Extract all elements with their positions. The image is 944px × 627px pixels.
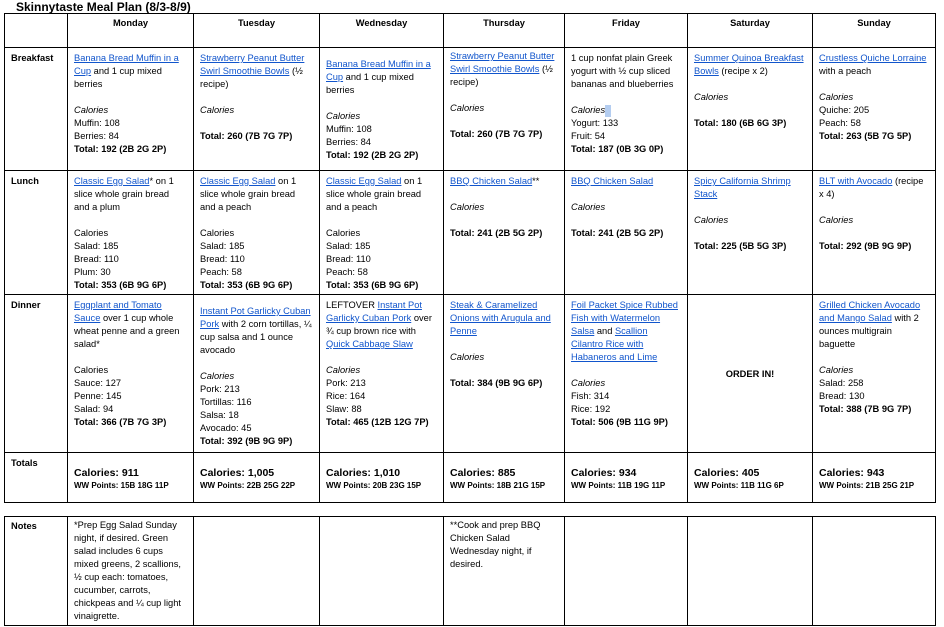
recipe-link[interactable]: Classic Egg Salad xyxy=(326,176,402,186)
meal-total: Total: 241 (2B 5G 2P) xyxy=(450,228,543,238)
row-label-totals: Totals xyxy=(5,453,68,503)
notes-tuesday xyxy=(194,517,320,626)
day-header-wednesday: Wednesday xyxy=(320,14,444,48)
totals-thursday xyxy=(444,453,565,503)
row-label-dinner: Dinner xyxy=(5,295,68,453)
dinner-monday: Eggplant and Tomato Sauce over 1 cup whole wheat penne and a green salad* Calories Sauce: 127 Penne: 145 Salad: 94 Total: 366 (7B 7G 3P) xyxy=(68,295,194,453)
calories-label: Calories xyxy=(200,228,235,238)
breakfast-friday: 1 cup nonfat plain Greek yogurt with ½ cup sliced bananas and blueberries Calories Yogurt: 133 Fruit: 54 Total: 187 (0B 3G 0P) xyxy=(565,48,688,171)
day-header-thursday: Thursday xyxy=(444,14,565,48)
day-header-sunday: Sunday xyxy=(813,14,936,48)
ww-points: WW Points: 11B 11G 6P xyxy=(694,481,784,490)
recipe-link[interactable]: BBQ Chicken Salad xyxy=(571,176,654,186)
breakfast-thursday: Strawberry Peanut Butter Swirl Smoothie Bowls (½ recipe) Calories Total: 260 (7B 7G 7P) xyxy=(444,48,565,171)
ww-points: WW Points: 18B 21G 15P xyxy=(450,481,546,490)
lunch-sunday: BLT with Avocado (recipe x 4) Calories Total: 292 (9B 9G 9P) xyxy=(813,171,936,295)
calories-label: Calories xyxy=(571,104,681,117)
meal-total: Total: 353 (6B 9G 6P) xyxy=(200,280,293,290)
dinner-friday: Foil Packet Spice Rubbed Fish with Watermelon Salsa and Scallion Cilantro Rice with Habaneros and Lime Calories Fish: 314 Rice: 192 Total: 506 (9B 11G 9P) xyxy=(565,295,688,453)
meal-total: Total: 384 (9B 9G 6P) xyxy=(450,378,543,388)
meal-total: Total: 263 (5B 7G 5P) xyxy=(819,131,912,141)
breakfast-tuesday: Strawberry Peanut Butter Swirl Smoothie Bowls (½ recipe) Calories Total: 260 (7B 7G 7P) xyxy=(194,48,320,171)
ww-points: WW Points: 22B 25G 22P xyxy=(200,481,296,490)
meal-total: Total: 225 (5B 5G 3P) xyxy=(694,241,787,251)
notes-table xyxy=(4,516,936,626)
dinner-row xyxy=(5,295,936,453)
recipe-link[interactable]: Grilled Chicken Avocado and Mango Salad xyxy=(819,300,921,323)
meal-total: Total: 292 (9B 9G 9P) xyxy=(819,241,912,251)
recipe-link[interactable]: BBQ Chicken Salad xyxy=(450,176,533,186)
calories-label: Calories xyxy=(819,365,854,375)
meal-total: Total: 506 (9B 11G 9P) xyxy=(571,417,668,427)
dinner-tuesday: Instant Pot Garlicky Cuban Pork with 2 corn tortillas, ¼ cup salsa and 1 ounce avocado Calories Pork: 213 Tortillas: 116 Salsa: 18 Avocado: 45 Total: 392 (9B 9G 9P) xyxy=(194,295,320,453)
meal-total: Total: 241 (2B 5G 2P) xyxy=(571,228,664,238)
day-header-saturday: Saturday xyxy=(688,14,813,48)
recipe-link-2[interactable]: Quick Cabbage Slaw xyxy=(326,339,413,349)
meal-total: Total: 187 (0B 3G 0P) xyxy=(571,144,664,154)
meal-total: Total: 353 (6B 9G 6P) xyxy=(74,280,167,290)
calories-label: Calories xyxy=(326,228,361,238)
dinner-saturday-order-in: ORDER IN! xyxy=(688,295,813,453)
calories-label: Calories xyxy=(694,215,729,225)
recipe-link[interactable]: Eggplant and Tomato Sauce xyxy=(74,300,162,323)
calories-label: Calories xyxy=(74,105,109,115)
daily-calories: Calories: 1,010 xyxy=(326,467,401,479)
meal-total: Total: 180 (6B 6G 3P) xyxy=(694,118,787,128)
recipe-link[interactable]: Spicy California Shrimp Stack xyxy=(694,176,791,199)
totals-saturday xyxy=(688,453,813,503)
notes-friday xyxy=(565,517,688,626)
day-header-tuesday: Tuesday xyxy=(194,14,320,48)
lunch-tuesday: Classic Egg Salad on 1 slice whole grain bread and a peach Calories Salad: 185 Bread: 110 Peach: 58 Total: 353 (6B 9G 6P) xyxy=(194,171,320,295)
meal-total: Total: 366 (7B 7G 3P) xyxy=(74,417,167,427)
breakfast-wednesday: Banana Bread Muffin in a Cup and 1 cup mixed berries Calories Muffin: 108 Berries: 84 Total: 192 (2B 2G 2P) xyxy=(320,48,444,171)
notes-row xyxy=(5,517,936,626)
meal-total: Total: 353 (6B 9G 6P) xyxy=(326,280,419,290)
lunch-thursday: BBQ Chicken Salad** Calories Total: 241 (2B 5G 2P) xyxy=(444,171,565,295)
recipe-link[interactable]: Foil Packet Spice Rubbed Fish with Watermelon Salsa xyxy=(571,300,678,336)
meal-total: Total: 260 (7B 7G 7P) xyxy=(450,129,543,139)
breakfast-saturday: Summer Quinoa Breakfast Bowls (recipe x 2) Calories Total: 180 (6B 6G 3P) xyxy=(688,48,813,171)
notes-thursday: **Cook and prep BBQ Chicken Salad Wednesday night, if desired. xyxy=(444,517,565,626)
totals-row xyxy=(5,453,936,503)
day-header-friday: Friday xyxy=(565,14,688,48)
ww-points: WW Points: 15B 18G 11P xyxy=(74,481,169,490)
daily-calories: Calories: 885 xyxy=(450,467,516,479)
calories-label: Calories xyxy=(200,371,235,381)
calories-label: Calories xyxy=(450,103,485,113)
meal-total: Total: 192 (2B 2G 2P) xyxy=(74,144,167,154)
calories-label: Calories xyxy=(326,365,361,375)
recipe-link-2[interactable]: Scallion Cilantro Rice with Habaneros and Lime xyxy=(571,326,658,362)
row-label-breakfast: Breakfast xyxy=(5,48,68,171)
daily-calories: Calories: 943 xyxy=(819,467,885,479)
meal-total: Total: 388 (7B 9G 7P) xyxy=(819,404,912,414)
calories-label: Calories xyxy=(571,202,606,212)
ww-points: WW Points: 20B 23G 15P xyxy=(326,481,422,490)
calories-label: Calories xyxy=(819,92,854,102)
text-selection xyxy=(605,105,611,117)
notes-wednesday xyxy=(320,517,444,626)
totals-friday xyxy=(565,453,688,503)
calories-label: Calories xyxy=(450,352,485,362)
totals-tuesday xyxy=(194,453,320,503)
daily-calories: Calories: 911 xyxy=(74,467,139,479)
notes-sunday xyxy=(813,517,936,626)
breakfast-monday: Banana Bread Muffin in a Cup and 1 cup mixed berries Calories Muffin: 108 Berries: 84 Total: 192 (2B 2G 2P) xyxy=(68,48,194,171)
calories-label: Calories xyxy=(74,228,109,238)
lunch-monday: Classic Egg Salad* on 1 slice whole grain bread and a plum Calories Salad: 185 Bread: 110 Plum: 30 Total: 353 (6B 9G 6P) xyxy=(68,171,194,295)
calories-label: Calories xyxy=(326,111,361,121)
recipe-link[interactable]: Classic Egg Salad xyxy=(74,176,150,186)
calories-label: Calories xyxy=(74,365,109,375)
totals-sunday xyxy=(813,453,936,503)
lunch-wednesday: Classic Egg Salad on 1 slice whole grain bread and a peach Calories Salad: 185 Bread: 110 Peach: 58 Total: 353 (6B 9G 6P) xyxy=(320,171,444,295)
calories-label: Calories xyxy=(694,92,729,102)
calories-label: Calories xyxy=(571,378,606,388)
meal-total: Total: 192 (2B 2G 2P) xyxy=(326,150,419,160)
daily-calories: Calories: 405 xyxy=(694,467,760,479)
totals-monday xyxy=(68,453,194,503)
dinner-wednesday: LEFTOVER Instant Pot Garlicky Cuban Pork over ¾ cup brown rice with Quick Cabbage Slaw Calories Pork: 213 Rice: 164 Slaw: 88 Total: 465 (12B 12G 7P) xyxy=(320,295,444,453)
meal-total: Total: 465 (12B 12G 7P) xyxy=(326,417,429,427)
header-row xyxy=(5,14,936,48)
daily-calories: Calories: 1,005 xyxy=(200,467,275,479)
dinner-sunday: Grilled Chicken Avocado and Mango Salad with 2 ounces multigrain baguette Calories Salad: 258 Bread: 130 Total: 388 (7B 9G 7P) xyxy=(813,295,936,453)
meal-total: Total: 392 (9B 9G 9P) xyxy=(200,436,293,446)
recipe-link[interactable]: Steak & Caramelized Onions with Arugula and Penne xyxy=(450,300,551,336)
recipe-link[interactable]: BLT with Avocado xyxy=(819,176,893,186)
meal-total: Total: 260 (7B 7G 7P) xyxy=(200,131,293,141)
recipe-link[interactable]: Instant Pot Garlicky Cuban Pork xyxy=(200,306,311,329)
recipe-link[interactable]: Strawberry Peanut Butter Swirl Smoothie Bowls xyxy=(450,51,555,74)
calories-label: Calories xyxy=(200,105,235,115)
recipe-link[interactable]: Summer Quinoa Breakfast Bowls xyxy=(694,53,804,76)
day-header-monday: Monday xyxy=(68,14,194,48)
meal-plan-table xyxy=(4,13,936,503)
lunch-friday xyxy=(565,171,688,295)
corner-cell xyxy=(5,14,68,48)
calories-label: Calories xyxy=(450,202,485,212)
notes-saturday xyxy=(688,517,813,626)
ww-points: WW Points: 21B 25G 21P xyxy=(819,481,915,490)
notes-monday: *Prep Egg Salad Sunday night, if desired. Green salad includes 6 cups mixed greens, 2 scallions, ½ cup each: tomatoes, cucumber, carrots, chickpeas and ¼ cup light vinaigrette. xyxy=(68,517,194,626)
lunch-row xyxy=(5,171,936,295)
recipe-link[interactable]: Banana Bread Muffin in a Cup xyxy=(74,53,179,76)
recipe-link[interactable]: Instant Pot Garlicky Cuban Pork xyxy=(326,300,422,323)
dinner-thursday xyxy=(444,295,565,453)
calories-label: Calories xyxy=(819,215,854,225)
recipe-link[interactable]: Crustless Quiche Lorraine xyxy=(819,53,927,63)
daily-calories: Calories: 934 xyxy=(571,467,637,479)
breakfast-row xyxy=(5,48,936,171)
document-title: Skinnytaste Meal Plan (8/3-8/9) xyxy=(16,0,191,14)
recipe-link[interactable]: Classic Egg Salad xyxy=(200,176,276,186)
row-label-notes: Notes xyxy=(5,517,68,626)
lunch-saturday xyxy=(688,171,813,295)
recipe-link[interactable]: Banana Bread Muffin in a Cup xyxy=(326,59,431,82)
recipe-link[interactable]: Strawberry Peanut Butter Swirl Smoothie Bowls xyxy=(200,53,305,76)
breakfast-sunday: Crustless Quiche Lorraine with a peach Calories Quiche: 205 Peach: 58 Total: 263 (5B 7G 5P) xyxy=(813,48,936,171)
ww-points: WW Points: 11B 19G 11P xyxy=(571,481,666,490)
row-label-lunch: Lunch xyxy=(5,171,68,295)
totals-wednesday xyxy=(320,453,444,503)
